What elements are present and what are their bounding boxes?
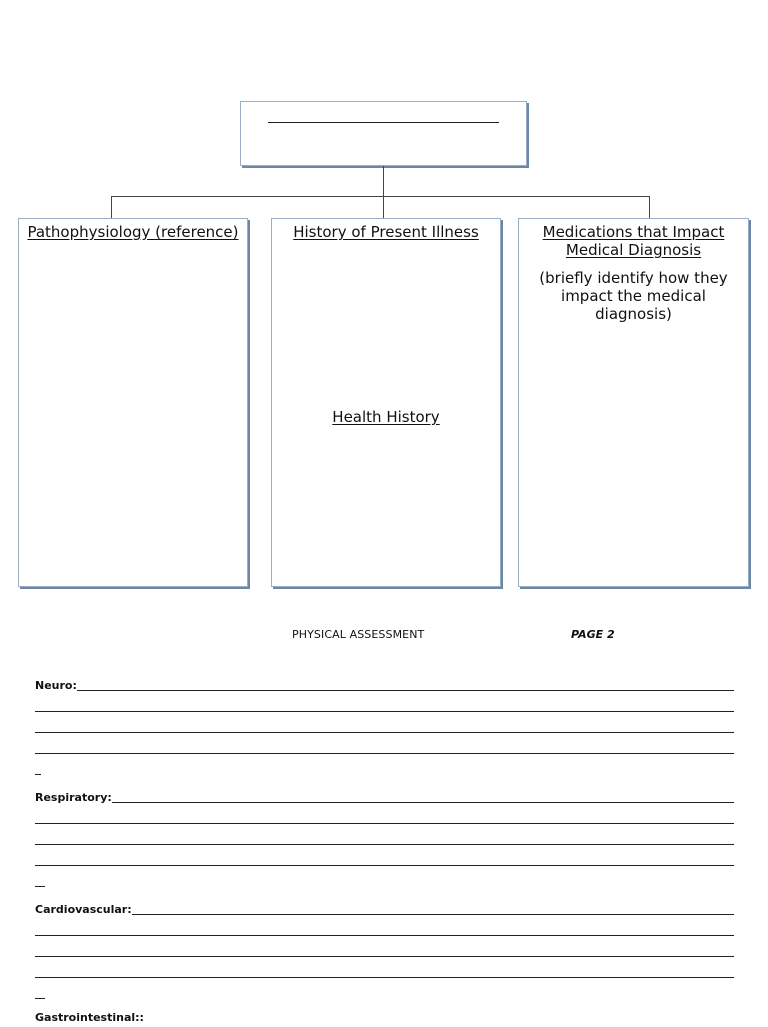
respiratory-line[interactable]	[35, 828, 734, 849]
write-line	[77, 690, 734, 691]
write-line	[112, 802, 734, 803]
write-line	[35, 844, 734, 845]
cardiovascular-line-end	[35, 982, 734, 1003]
neuro-line-end	[35, 758, 734, 779]
line-stub	[35, 886, 45, 887]
connector-horizontal	[111, 196, 650, 197]
pathophysiology-title: Pathophysiology (reference)	[27, 223, 239, 241]
health-history-label: Health History	[332, 408, 440, 426]
diagnosis-blank-line	[268, 122, 499, 123]
connector-drop-left	[111, 196, 112, 218]
respiratory-label: Respiratory:	[35, 791, 112, 804]
write-line	[35, 711, 734, 712]
pathophysiology-box	[18, 218, 248, 587]
respiratory-line[interactable]	[35, 849, 734, 870]
write-line	[132, 914, 734, 915]
respiratory-field[interactable]	[35, 786, 734, 807]
cardiovascular-label: Cardiovascular:	[35, 903, 132, 916]
gastrointestinal-label: Gastrointestinal::	[35, 1011, 144, 1024]
write-line	[35, 956, 734, 957]
write-line	[35, 753, 734, 754]
page-number-label: PAGE 2	[571, 628, 615, 641]
write-line	[35, 823, 734, 824]
connector-drop-right	[649, 196, 650, 218]
neuro-section	[35, 674, 734, 779]
physical-assessment-heading: PHYSICAL ASSESSMENT	[292, 628, 425, 641]
neuro-label: Neuro:	[35, 679, 77, 692]
respiratory-line-end	[35, 870, 734, 891]
diagnosis-box	[240, 101, 527, 166]
cardiovascular-section	[35, 898, 734, 1003]
medications-box	[518, 218, 749, 587]
line-stub	[35, 774, 41, 775]
cardiovascular-line[interactable]	[35, 919, 734, 940]
connector-drop-center	[383, 196, 384, 218]
cardiovascular-line[interactable]	[35, 940, 734, 961]
neuro-line[interactable]	[35, 695, 734, 716]
write-line	[35, 977, 734, 978]
write-line	[35, 732, 734, 733]
medications-note: (briefly identify how they impact the medical diagnosis)	[539, 269, 728, 323]
neuro-line[interactable]	[35, 737, 734, 758]
medications-title: Medications that Impact Medical Diagnosis	[542, 223, 725, 259]
respiratory-section	[35, 786, 734, 891]
line-stub	[35, 998, 45, 999]
neuro-field[interactable]	[35, 674, 734, 695]
present-illness-title: History of Present Illness	[293, 223, 479, 241]
write-line	[35, 865, 734, 866]
present-illness-box	[271, 218, 501, 587]
cardiovascular-field[interactable]	[35, 898, 734, 919]
write-line	[35, 935, 734, 936]
respiratory-line[interactable]	[35, 807, 734, 828]
cardiovascular-line[interactable]	[35, 961, 734, 982]
connector-vertical-main	[383, 166, 384, 196]
neuro-line[interactable]	[35, 716, 734, 737]
